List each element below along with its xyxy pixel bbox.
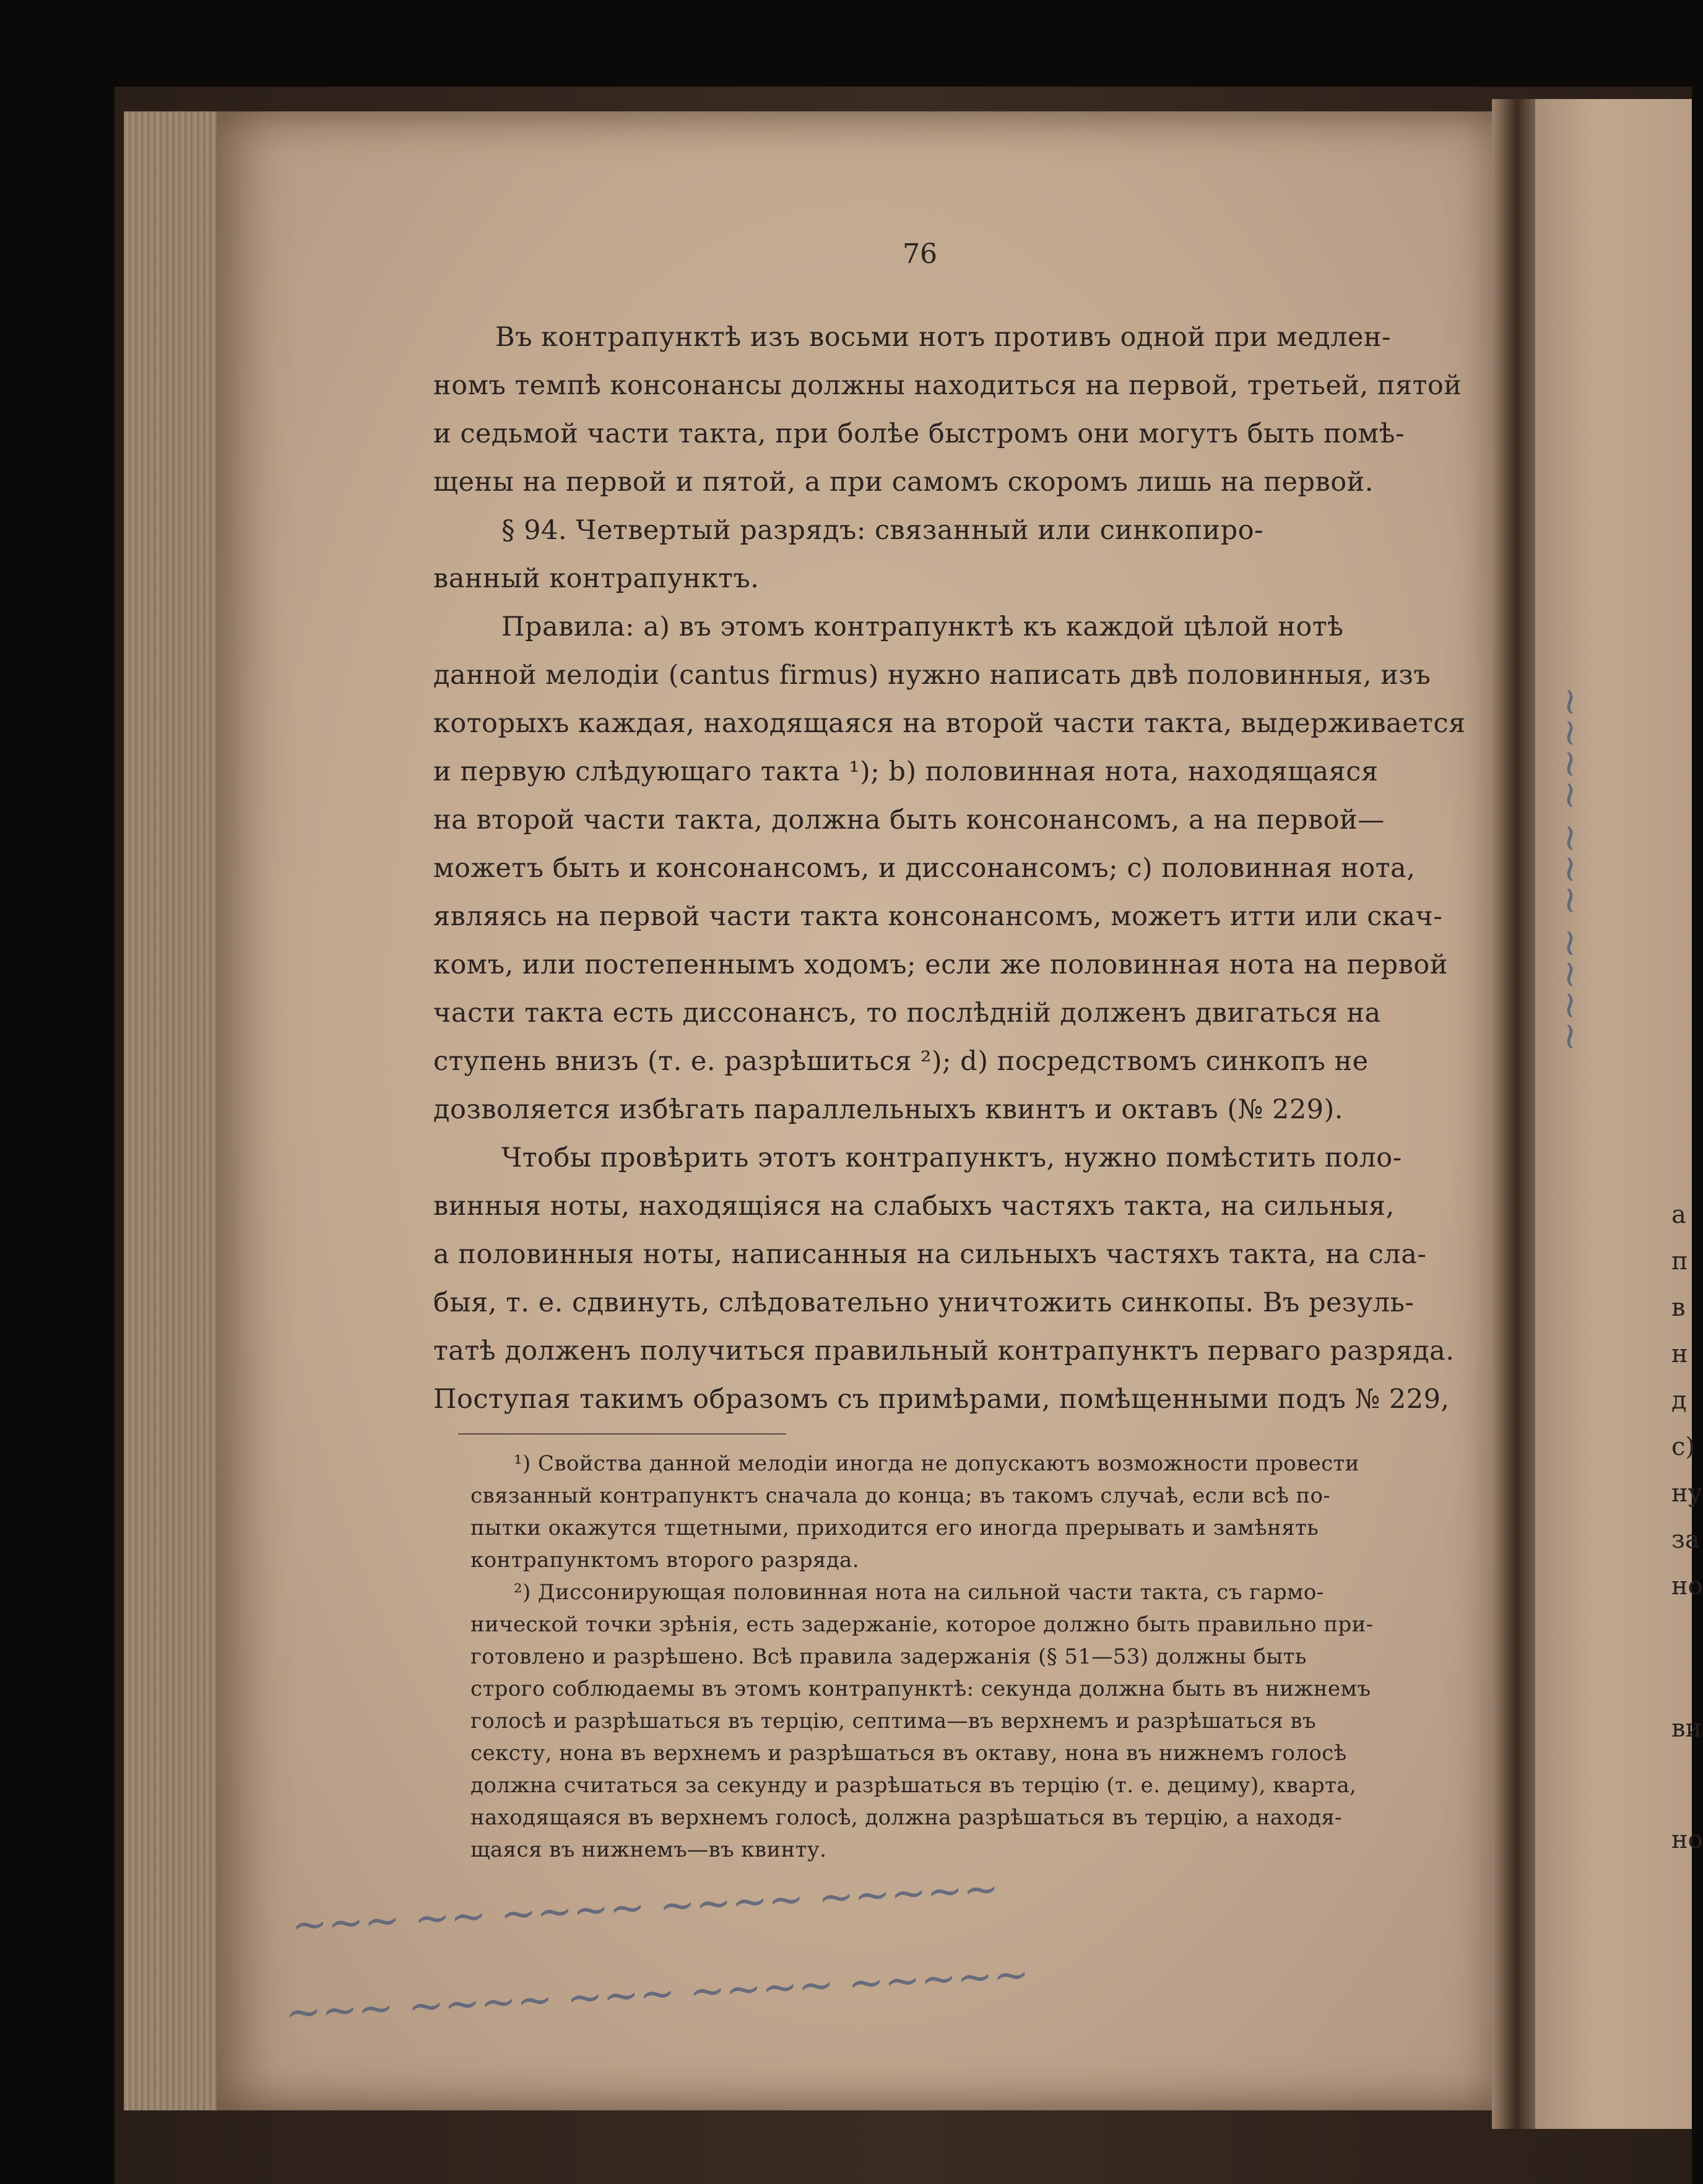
body-line: винныя ноты, находящіяся на слабыхъ частяхъ такта, на сильныя, bbox=[433, 1191, 1395, 1222]
next-page-letter: в bbox=[1671, 1293, 1686, 1322]
next-page-letter: ну bbox=[1671, 1479, 1703, 1508]
handwritten-annotation: ~~~ ~~ ~~~~ ~~~~ ~~~~~ bbox=[290, 1863, 1001, 1951]
body-line: ванный контрапунктъ. bbox=[433, 563, 760, 594]
body-line: на второй части такта, должна быть консонансомъ, а на первой— bbox=[433, 805, 1385, 835]
next-page-letter: д bbox=[1671, 1386, 1687, 1415]
body-line: дозволяется избѣгать параллельныхъ квинтъ и октавъ (№ 229). bbox=[433, 1094, 1343, 1125]
body-line: быя, т. е. сдвинуть, слѣдовательно уничтожить синкопы. Въ резуль- bbox=[433, 1287, 1415, 1318]
footnote-line: пытки окажутся тщетными, приходится его иногда прерывать и замѣнять bbox=[470, 1516, 1319, 1540]
next-page-letter: п bbox=[1671, 1247, 1688, 1275]
footnote-line: голосѣ и разрѣшаться въ терцію, септима—въ верхнемъ и разрѣшаться въ bbox=[470, 1709, 1316, 1733]
footnote-line: сексту, нона въ верхнемъ и разрѣшаться въ октаву, нона въ нижнемъ голосѣ bbox=[470, 1741, 1347, 1766]
body-line: татѣ долженъ получиться правильный контрапунктъ перваго разряда. bbox=[433, 1336, 1455, 1366]
footnote-line: должна считаться за секунду и разрѣшаться въ терцію (т. е. дециму), кварта, bbox=[470, 1773, 1357, 1798]
next-page-letter: с) bbox=[1671, 1433, 1696, 1461]
body-line: которыхъ каждая, находящаяся на второй части такта, выдерживается bbox=[433, 708, 1466, 739]
handwritten-annotation: ~~~ ~~~~ ~~~ ~~~~ ~~~~~ bbox=[284, 1948, 1031, 2039]
body-line: можетъ быть и консонансомъ, и диссонансомъ; с) половинная нота, bbox=[433, 853, 1416, 884]
footnote-line: ¹) Свойства данной мелодіи иногда не допускаютъ возможности провести bbox=[514, 1451, 1359, 1476]
footnote-divider bbox=[458, 1433, 786, 1435]
handwritten-annotation: ~~~~ ~~~ ~~~~ bbox=[1548, 686, 1591, 1052]
body-line: Правила: а) въ этомъ контрапунктѣ къ каждой цѣлой нотѣ bbox=[501, 611, 1344, 642]
body-line: части такта есть диссонансъ, то послѣдній долженъ двигаться на bbox=[433, 998, 1381, 1029]
body-line: щены на первой и пятой, а при самомъ скоромъ лишь на первой. bbox=[433, 467, 1374, 498]
body-line: являясь на первой части такта консонансомъ, можетъ итти или скач- bbox=[433, 901, 1443, 932]
footnote-line: готовлено и разрѣшено. Всѣ правила задержанія (§ 51—53) должны быть bbox=[470, 1644, 1307, 1669]
footnote-line: нической точки зрѣнія, есть задержаніе, которое должно быть правильно при- bbox=[470, 1612, 1374, 1637]
body-line: Въ контрапунктѣ изъ восьми нотъ противъ одной при медлен- bbox=[495, 322, 1392, 353]
next-page-letter: но bbox=[1671, 1572, 1703, 1600]
footnote-line: щаяся въ нижнемъ—въ квинту. bbox=[470, 1837, 827, 1862]
body-line: комъ, или постепеннымъ ходомъ; если же половинная нота на первой bbox=[433, 949, 1448, 980]
body-line: и седьмой части такта, при болѣе быстромъ они могутъ быть помѣ- bbox=[433, 418, 1405, 449]
body-line: § 94. Четвертый разрядъ: связанный или синкопиро- bbox=[501, 515, 1264, 546]
next-page-letter: н bbox=[1671, 1340, 1688, 1368]
page-number: 76 bbox=[903, 238, 937, 270]
footnote-line: находящаяся въ верхнемъ голосѣ, должна разрѣшаться въ терцію, а находя- bbox=[470, 1805, 1343, 1830]
next-page-letter: ви bbox=[1671, 1714, 1702, 1743]
next-page-letter: но bbox=[1671, 1826, 1703, 1854]
body-line: номъ темпѣ консонансы должны находиться на первой, третьей, пятой bbox=[433, 370, 1462, 401]
next-page-edge bbox=[1535, 99, 1692, 2129]
footnote-line: контрапунктомъ второго разряда. bbox=[470, 1548, 859, 1573]
body-line: Поступая такимъ образомъ съ примѣрами, помѣщенными подъ № 229, bbox=[433, 1384, 1450, 1415]
footnote-line: ²) Диссонирующая половинная нота на сильной части такта, съ гармо- bbox=[514, 1580, 1324, 1605]
body-line: а половинныя ноты, написанныя на сильныхъ частяхъ такта, на сла- bbox=[433, 1239, 1427, 1270]
body-line: данной мелодіи (cantus firmus) нужно написать двѣ половинныя, изъ bbox=[433, 660, 1431, 691]
footnote-line: связанный контрапунктъ сначала до конца; въ такомъ случаѣ, если всѣ по- bbox=[470, 1483, 1331, 1508]
body-line: и первую слѣдующаго такта ¹); b) половинная нота, находящаяся bbox=[433, 756, 1379, 787]
body-line: ступень внизъ (т. е. разрѣшиться ²); d) посредствомъ синкопъ не bbox=[433, 1046, 1369, 1077]
body-line: Чтобы провѣрить этотъ контрапунктъ, нужно помѣстить поло- bbox=[501, 1142, 1402, 1173]
next-page-letter: за bbox=[1671, 1526, 1700, 1554]
book-gutter bbox=[1492, 99, 1541, 2129]
footnote-line: строго соблюдаемы въ этомъ контрапунктѣ: секунда должна быть въ нижнемъ bbox=[470, 1677, 1371, 1701]
next-page-letter: а bbox=[1671, 1201, 1686, 1229]
